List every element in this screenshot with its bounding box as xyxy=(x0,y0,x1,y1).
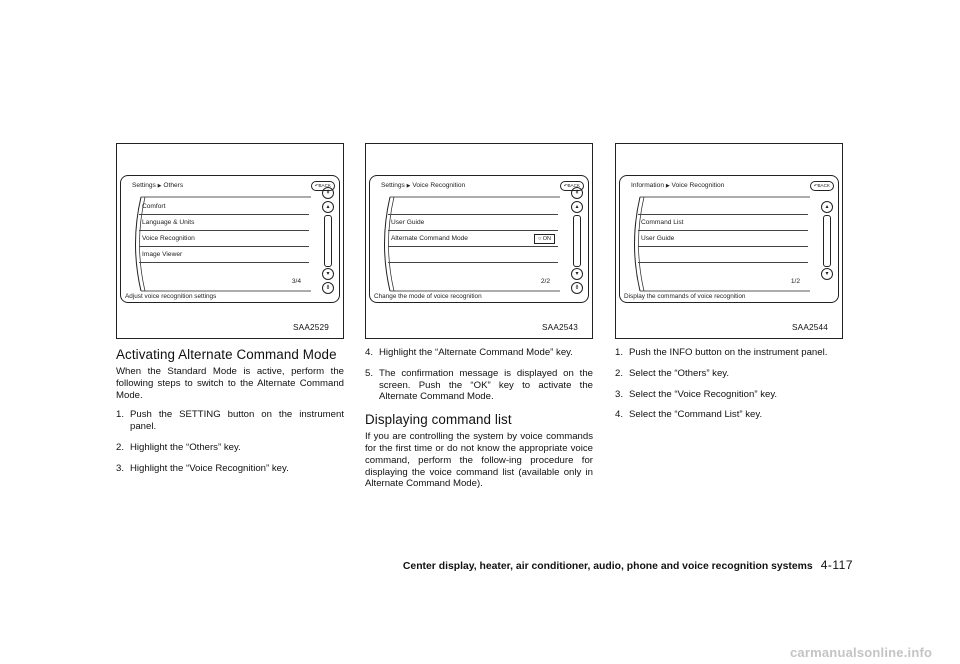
figure-information-voice-recognition xyxy=(615,143,843,339)
status-message: Adjust voice recognition settings xyxy=(125,293,217,300)
breadcrumb-arrow-icon: ▶ xyxy=(406,183,411,189)
step-3: 3. Highlight the “Voice Recognition” key. xyxy=(116,462,289,474)
page-down-icon[interactable]: ⇟ xyxy=(322,282,334,294)
footer-section-title: Center display, heater, air conditioner, audio, phone and voice recognition systems xyxy=(402,561,813,572)
screen-breadcrumb: Settings ▶ Others xyxy=(132,182,184,189)
section-heading-activating: Activating Alternate Command Mode xyxy=(116,347,337,362)
menu-list xyxy=(388,199,558,263)
scroll-controls xyxy=(321,190,335,293)
screen-breadcrumb: Information ▶ Voice Recognition xyxy=(631,182,725,189)
menu-item-user-guide[interactable]: User Guide xyxy=(638,231,808,247)
page-up-icon[interactable]: ⇞ xyxy=(322,187,334,199)
page-indicator: 3/4 xyxy=(291,278,301,285)
scroll-up-icon[interactable]: ▴ xyxy=(322,201,334,213)
scrollbar[interactable] xyxy=(573,215,581,267)
page-indicator: 2/2 xyxy=(540,278,550,285)
menu-item-command-list[interactable]: Command List xyxy=(638,215,808,231)
step-3: 3. Select the “Voice Recognition” key. xyxy=(615,388,778,400)
menu-item-user-guide[interactable]: User Guide xyxy=(388,215,558,231)
scroll-down-icon[interactable]: ▾ xyxy=(571,268,583,280)
display-screen xyxy=(369,175,589,303)
page-up-icon[interactable]: ⇞ xyxy=(571,187,583,199)
figure-code: SAA2544 xyxy=(792,323,828,332)
page-indicator: 1/2 xyxy=(790,278,800,285)
step-1: 1. Push the INFO button on the instrument panel. xyxy=(615,347,828,358)
display-screen xyxy=(619,175,839,303)
scroll-up-icon[interactable]: ▴ xyxy=(821,201,833,213)
status-message: Change the mode of voice recognition xyxy=(374,293,482,300)
indicator-circle-icon: ○ xyxy=(537,236,542,242)
menu-item-voice-recognition[interactable]: Voice Recognition xyxy=(139,231,309,247)
step-1: 1. Push the SETTING button on the instrument panel. xyxy=(116,409,344,433)
scroll-up-icon[interactable]: ▴ xyxy=(571,201,583,213)
back-button[interactable]: ↶BACK xyxy=(810,181,834,191)
step-2: 2. Highlight the “Others” key. xyxy=(116,441,241,453)
menu-item-image-viewer[interactable]: Image Viewer xyxy=(139,247,309,263)
back-button[interactable]: ↶BACK xyxy=(560,181,584,191)
scrollbar[interactable] xyxy=(823,215,831,267)
step-4: 4. Select the “Command List” key. xyxy=(615,409,763,421)
step-4: 4. Highlight the “Alternate Command Mode” key. xyxy=(365,347,573,358)
menu-frame xyxy=(626,196,810,292)
breadcrumb-arrow-icon: ▶ xyxy=(665,183,670,189)
section-heading-command-list: Displaying command list xyxy=(365,412,512,428)
scrollbar[interactable] xyxy=(324,215,332,267)
page-down-icon[interactable]: ⇟ xyxy=(571,282,583,294)
scroll-down-icon[interactable]: ▾ xyxy=(821,268,833,280)
footer-page-number: 4-117 xyxy=(820,558,853,572)
menu-item-empty xyxy=(388,199,558,215)
scroll-controls xyxy=(820,193,834,293)
back-arrow-icon: ↶ xyxy=(563,183,568,188)
menu-item-empty xyxy=(638,247,808,263)
menu-item-comfort[interactable]: Comfort xyxy=(139,199,309,215)
column-1 xyxy=(116,143,344,484)
menu-item-empty xyxy=(638,199,808,215)
figure-settings-others xyxy=(116,143,344,339)
column-3 xyxy=(615,143,843,430)
back-button[interactable]: ↶BACK xyxy=(311,181,335,191)
menu-list xyxy=(139,199,309,263)
step-5: 5. The confirmation message is displayed on the screen. Push the “OK” key to activate the Alternate Command Mode. xyxy=(365,367,593,403)
scroll-controls xyxy=(570,190,584,293)
step-2: 2. Select the “Others” key. xyxy=(615,367,730,379)
back-arrow-icon: ↶ xyxy=(314,183,319,188)
breadcrumb-arrow-icon: ▶ xyxy=(157,183,162,189)
menu-frame xyxy=(376,196,560,292)
figure-code: SAA2529 xyxy=(293,323,329,332)
menu-item-alternate-command-mode[interactable]: Alternate Command Mode ○ ON xyxy=(388,231,558,247)
watermark: carmanualsonline.info xyxy=(790,645,933,660)
on-indicator: ○ ON xyxy=(534,234,555,244)
figure-settings-voice-recognition xyxy=(365,143,593,339)
display-screen xyxy=(120,175,340,303)
menu-list xyxy=(638,199,808,263)
intro-paragraph: When the Standard Mode is active, perform the following steps to switch to the Alternate Command Mode. xyxy=(116,366,344,401)
status-message: Display the commands of voice recognition xyxy=(624,293,746,300)
menu-item-language-units[interactable]: Language & Units xyxy=(139,215,309,231)
command-list-paragraph: If you are controlling the system by voice commands for the first time or do not know the appropriate voice command, perform the follow-ing procedure for displaying the voice command list (available only in Alternate Command Mode). xyxy=(365,431,593,490)
screen-breadcrumb: Settings ▶ Voice Recognition xyxy=(381,182,466,189)
menu-item-empty xyxy=(388,247,558,263)
menu-frame xyxy=(127,196,311,292)
scroll-down-icon[interactable]: ▾ xyxy=(322,268,334,280)
figure-code: SAA2543 xyxy=(542,323,578,332)
back-arrow-icon: ↶ xyxy=(813,183,818,188)
page-footer xyxy=(373,558,853,572)
column-2 xyxy=(365,143,593,498)
